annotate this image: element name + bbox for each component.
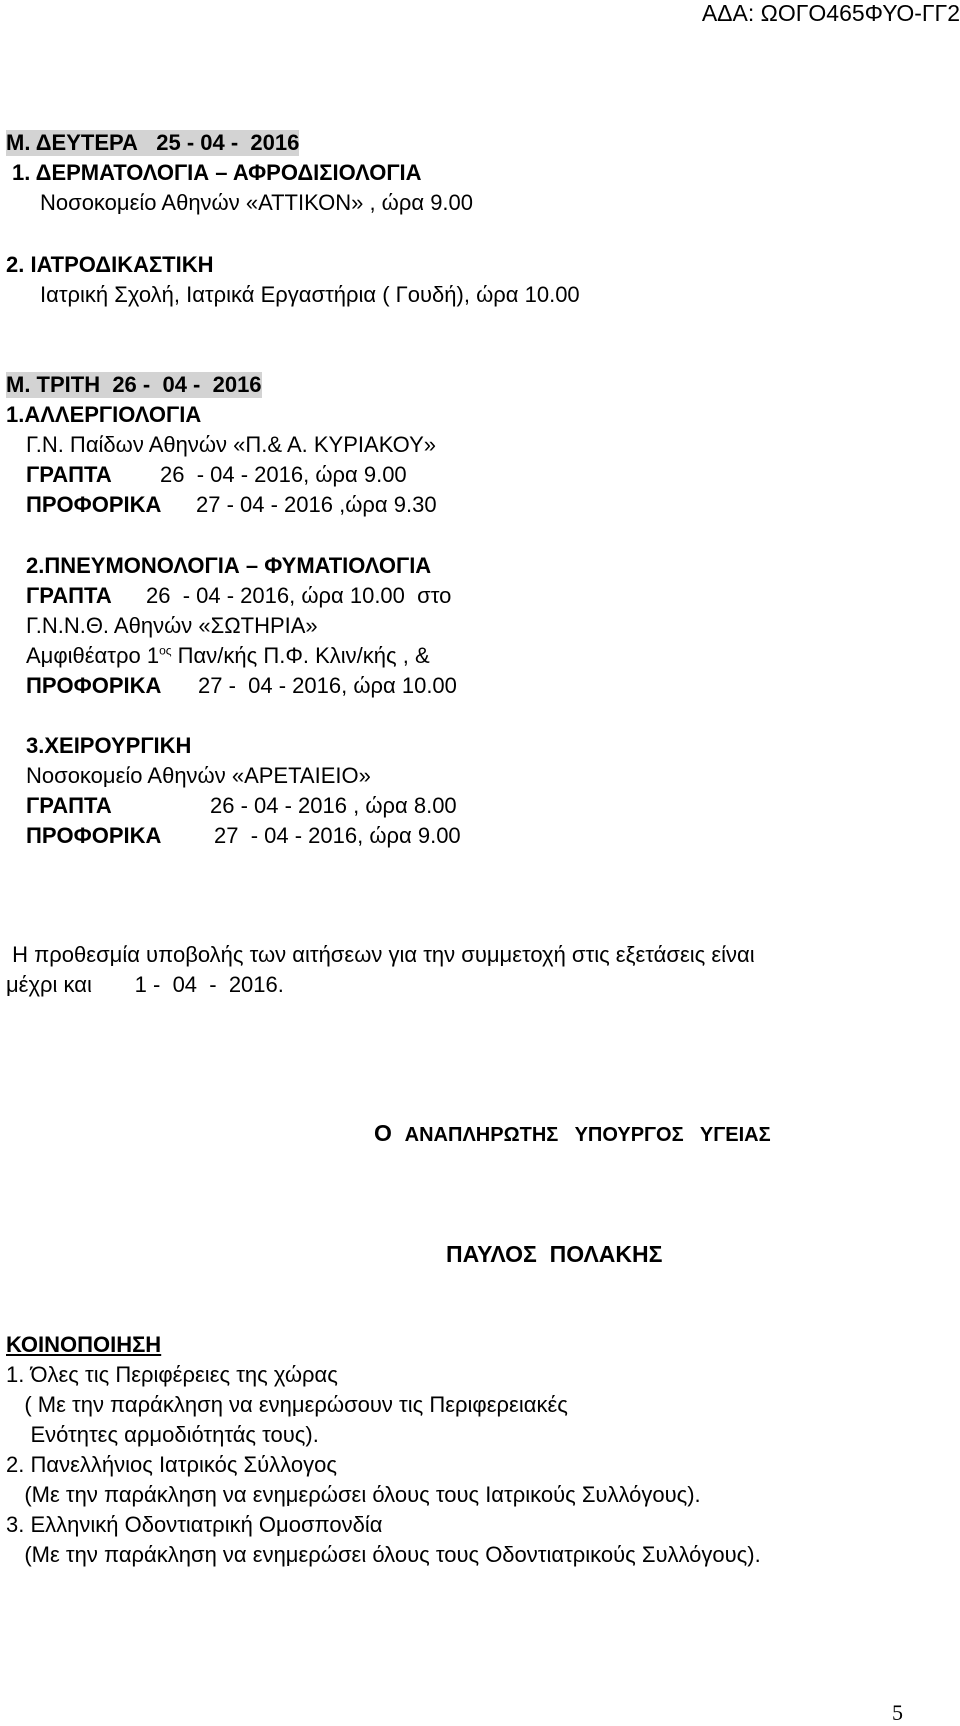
distribution-recipient-3-note: (Με την παράκληση να ενημερώσει όλους τους Οδοντιατρικούς Συλλόγους). [6,1542,761,1567]
deadline-line1: Η προθεσμία υποβολής των αιτήσεων για την συμμετοχή στις εξετάσεις είναι [6,942,755,967]
ada-code: ΑΔΑ: ΩΟΓΟ465ΦΥΟ-ΓΓ2 [701,0,960,26]
distribution-recipient-2-note: (Με την παράκληση να ενημερώσει όλους τους Ιατρικούς Συλλόγους). [6,1482,701,1507]
day2-item1-written: 26 - 04 - 2016, ώρα 9.00 [160,462,407,487]
page-number: 5 [892,1700,903,1725]
day1-date: Μ. ΔΕΥΤΕΡΑ 25 - 04 - 2016 [6,130,300,155]
day2-item3-written: 26 - 04 - 2016 , ώρα 8.00 [210,793,457,818]
day2-item2-written: 26 - 04 - 2016, ώρα 10.00 στο [146,583,452,608]
day2-date: Μ. ΤΡΙΤΗ 26 - 04 - 2016 [6,372,262,397]
day2-item1-title: 1.ΑΛΛΕΡΓΙΟΛΟΓΙΑ [6,402,202,427]
distribution-recipient-1-note-a: ( Με την παράκληση να ενημερώσουν τις Περιφερειακές [6,1392,568,1417]
day2-item2-title: 2.ΠΝΕΥΜΟΝΟΛΟΓΙΑ – ΦΥΜΑΤΙΟΛΟΓΙΑ [26,553,432,578]
signature-name: ΠΑΥΛΟΣ ΠΟΛΑΚΗΣ [446,1241,663,1267]
distribution-heading: ΚΟΙΝΟΠΟΙΗΣΗ [6,1332,162,1357]
distribution-recipient-1-note-b: Ενότητες αρμοδιότητάς τους). [6,1422,319,1447]
day2-item1-oral: 27 - 04 - 2016 ,ώρα 9.30 [196,492,437,517]
distribution-recipient-3: 3. Ελληνική Οδοντιατρική Ομοσπονδία [6,1512,383,1537]
day2-item3-oral: 27 - 04 - 2016, ώρα 9.00 [214,823,461,848]
day2-item2-oral-label: ΠΡΟΦΟΡΙΚΑ [26,673,162,698]
day2-item2-written-label: ΓΡΑΠΤΑ [26,583,112,608]
day2-item1-written-label: ΓΡΑΠΤΑ [26,462,112,487]
day2-item3-place: Νοσοκομείο Αθηνών «ΑΡΕΤΑΙΕΙΟ» [26,763,371,788]
day2-item2-amphitheatre: Αμφιθέατρο $1^{o\varsigma}$ Παν/κής Π.Φ. Κλιν/κής , & [26,643,430,668]
distribution-recipient-2: 2. Πανελλήνιος Ιατρικός Σύλλογος [6,1452,337,1477]
day2-item1-place: Γ.Ν. Παίδων Αθηνών «Π.& Α. ΚΥΡΙΑΚΟΥ» [26,432,436,457]
day1-item2-title: 2. ΙΑΤΡΟΔΙΚΑΣΤΙΚΗ [6,252,214,277]
day1-item1-title: 1. ΔΕΡΜΑΤΟΛΟΓΙΑ – ΑΦΡΟΔΙΣΙΟΛΟΓΙΑ [12,160,422,185]
day2-item2-oral: 27 - 04 - 2016, ώρα 10.00 [198,673,457,698]
day2-item1-oral-label: ΠΡΟΦΟΡΙΚΑ [26,492,162,517]
day2-item3-oral-label: ΠΡΟΦΟΡΙΚΑ [26,823,162,848]
day2-item2-place: Γ.Ν.Ν.Θ. Αθηνών «ΣΩΤΗΡΙΑ» [26,613,318,638]
deadline-line2: μέχρι και 1 - 04 - 2016. [6,972,284,997]
day2-item3-written-label: ΓΡΑΠΤΑ [26,793,112,818]
day1-item1-place: Νοσοκομείο Αθηνών «ΑΤΤΙΚΟΝ» , ώρα 9.00 [40,190,474,215]
signature-title: Ο ΑΝΑΠΛΗΡΩΤΗΣ ΥΠΟΥΡΓΟΣ ΥΓΕΙΑΣ [374,1120,771,1146]
day2-item3-title: 3.ΧΕΙΡΟΥΡΓΙΚΗ [26,733,192,758]
distribution-recipient-1: 1. Όλες τις Περιφέρειες της χώρας [6,1362,338,1387]
day1-item2-place: Ιατρική Σχολή, Ιατρικά Εργαστήρια ( Γουδή), ώρα 10.00 [40,282,580,307]
